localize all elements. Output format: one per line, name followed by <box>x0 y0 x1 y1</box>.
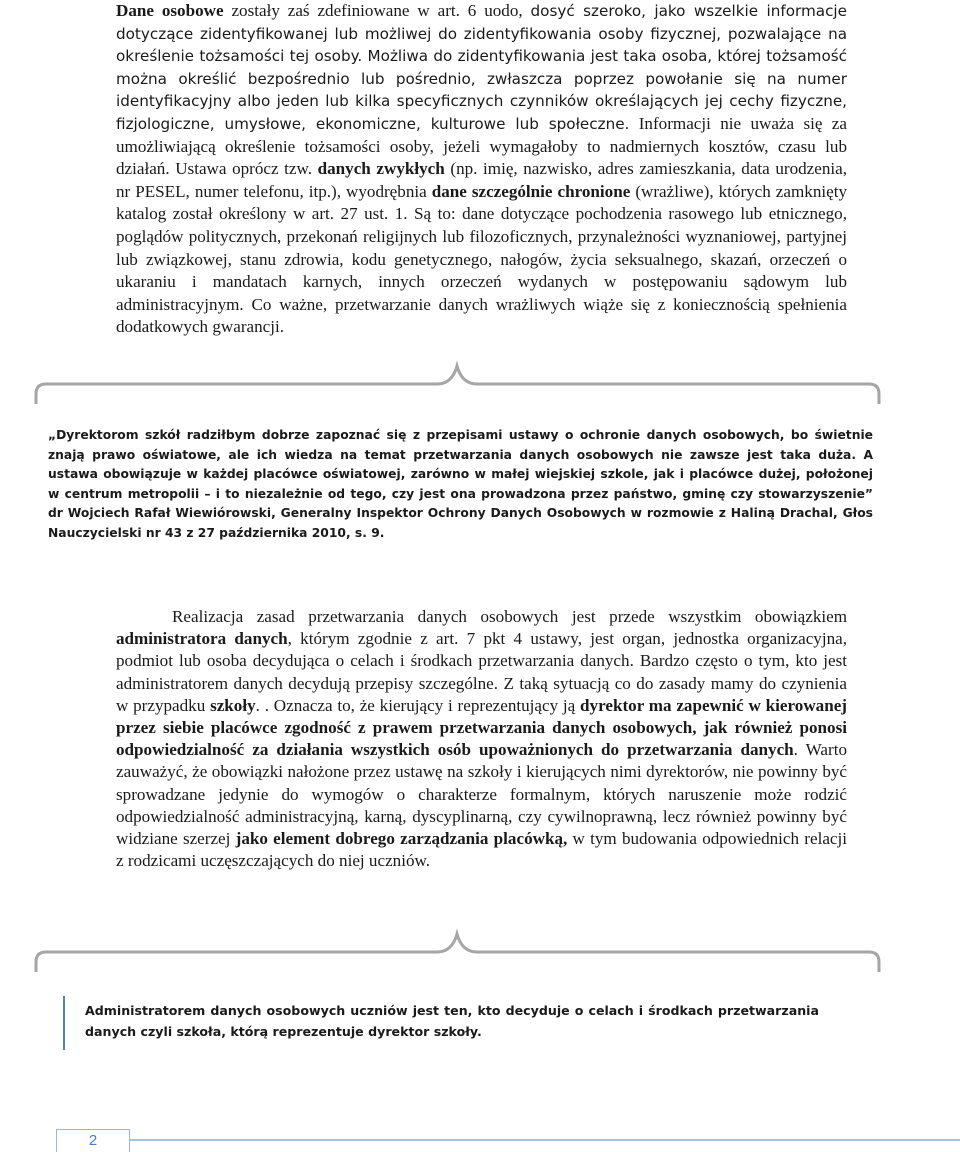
term-szkoly: szkoły <box>210 695 256 715</box>
paragraph-personal-data-definition: Dane osobowe zostały zaś zdefiniowane w art. 6 uodo, dosyć szeroko, jako wszelkie informacje dotyczące zidentyfikowanej lub możliwej do zidentyfikowania osoby fizycznej, pozwalające na określenie tożsamości tej osoby. Możliwa do zidentyfikowania jest taka osoba, której tożsamość można określić bezpośrednio lub pośrednio, zwłaszcza poprzez powołanie się na numer identyfikacyjny albo jeden lub kilka specyficznych czynników określających jej cechy fizyczne, fizjologiczne, umysłowe, ekonomiczne, kulturowe lub społeczne. Informacji nie uważa się za umożliwiającą określenie tożsamości osoby, jeżeli wymagałoby to nadmiernych kosztów, czasu lub działań. Ustawa oprócz tzw. danych zwykłych (np. imię, nazwisko, adres zamieszkania, data urodzenia, nr PESEL, numer telefonu, itp.), wyodrębnia dane szczególnie chronione (wrażliwe), których zamknięty katalog został określony w art. 27 ust. 1. Są to: dane dotyczące pochodzenia rasowego lub etnicznego, poglądów politycznych, przekonań religijnych lub filozoficznych, przynależności wyznaniowej, partyjnej lub związkowej, stanu zdrowia, kodu genetycznego, nałogów, życia seksualnego, skazań, orzeczeń o ukaraniu i mandatach karnych, innych orzeczeń wydanych w postępowaniu sądowym lub administracyjnym. Co ważne, przetwarzanie danych wrażliwych wiąże się z koniecznością spełnienia dodatkowych gwarancji. <box>116 1 847 337</box>
term-dane-szczegolnie-chronione: dane szczególnie chronione <box>431 181 631 201</box>
paragraph-data-administrator: Realizacja zasad przetwarzania danych osobowych jest przede wszystkim obowiązkiem administratora danych, którym zgodnie z art. 7 pkt 4 ustawy, jest organ, jednostka organizacyjna, podmiot lub osoba decydująca o celach i środkach przetwarzania danych. Bardzo często o tym, kto jest administratorem danych decydują przepisy szczególne. Z taką sytuacją co do zasady mamy do czynienia w przypadku szkoły. . Oznacza to, że kierujący i reprezentujący ją dyrektor ma zapewnić w kierowanej przez siebie placówce zgodność z prawem przetwarzania danych osobowych, jak również ponosi odpowiedzialność za działania wszystkich osób upoważnionych do przetwarzania danych. Warto zauważyć, że obowiązki nałożone przez ustawę na szkoły i kierujących nimi dyrektorów, nie powinny być sprowadzane jedynie do wymogów o charakterze formalnym, których naruszenie może rodzić odpowiedzialność administracyjną, karną, dyscyplinarną, czy cywilnoprawną, lecz również powinny być widziane szerzej jako element dobrego zarządzania placówką, w tym budowania odpowiednich relacji z rodzicami uczęszczających do niej uczniów. <box>116 607 848 871</box>
term-element-dobrego-zarzadzania: jako element dobrego zarządzania placówką, <box>235 829 568 849</box>
quote-inspector: „Dyrektorom szkół radziłbym dobrze zapoznać się z przepisami ustawy o ochronie danych osobowych, bo świetnie znają prawo oświatowe, ale ich wiedza na temat przetwarzania danych osobowych nie zawsze jest taka duża. A ustawa obowiązuje w każdej placówce oświatowej, zarówno w małej wiejskiej szkole, jak i placówce dużej, położonej w centrum metropolii – i to niezależnie od tego, czy jest ona prowadzona przez państwo, gminę czy stowarzyszenie” dr Wojciech Rafał Wiewiórowski, Generalny Inspektor Ochrony Danych Osobowych w rozmowie z Haliną Drachal, Głos Nauczycielski nr 43 z 27 października 2010, s. 9. <box>48 428 873 540</box>
term-danych-zwyklych: danych zwykłych <box>317 159 445 179</box>
quote-administrator-summary: Administratorem danych osobowych uczniów jest ten, kto decyduje o celach i środkach przetwarzania danych czyli szkoła, którą reprezentuje dyrektor szkoły. <box>85 1003 819 1039</box>
term-dyrektor-obligations: dyrektor ma zapewnić w kierowanej przez siebie placówce zgodność z prawem przetwarzania danych osobowych, jak również ponosi odpowiedzialność za działania wszystkich osób upoważnionych do przetwarzania danych <box>116 695 847 760</box>
term-administratora-danych: administratora danych <box>116 629 288 649</box>
quote2-top-bracket <box>36 934 879 972</box>
quote1-top-bracket <box>36 366 879 404</box>
term-dane-osobowe: Dane osobowe <box>116 1 224 20</box>
page-number: 2 <box>56 1129 130 1152</box>
